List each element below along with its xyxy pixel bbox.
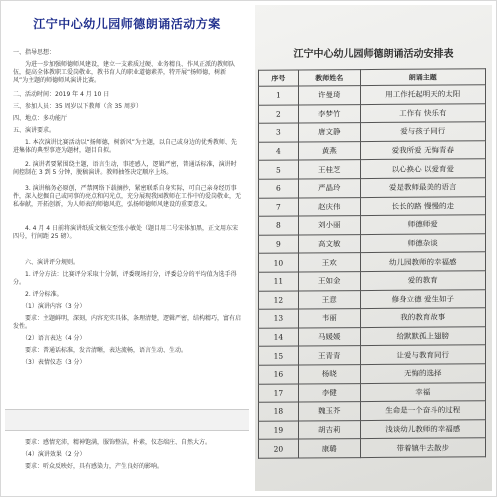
table-row	[259, 326, 486, 346]
table-row	[259, 122, 486, 142]
document-line: 三、参加人员：35 周岁以下教师（含 35 周岁）	[13, 103, 142, 110]
row-theme: 爱的教育	[360, 271, 485, 290]
row-teacher: 许曼琦	[298, 86, 360, 105]
row-teacher: 杨晓	[298, 364, 360, 383]
row-theme: 让爱与教育同行	[360, 345, 485, 364]
table-row	[259, 85, 486, 105]
table-header-row	[259, 69, 486, 87]
row-index: 16	[259, 365, 299, 384]
table-row	[259, 140, 486, 160]
row-index: 12	[259, 291, 299, 310]
table-row	[259, 382, 486, 402]
row-teacher: 王青青	[298, 346, 360, 365]
row-index: 7	[259, 198, 299, 217]
row-theme: 师德杂谈	[360, 233, 485, 252]
row-index: 5	[259, 160, 299, 179]
table-row	[259, 196, 486, 216]
row-theme: 长长的路 慢慢的走	[360, 196, 485, 215]
row-theme: 爱我所爱 无悔青春	[360, 140, 485, 159]
row-theme: 无悔的选择	[360, 364, 485, 383]
row-index: 3	[259, 123, 299, 142]
row-theme: 修身立德 爱生如子	[360, 289, 485, 308]
table-row	[259, 215, 486, 235]
document-line: 六、演讲评分规则。	[13, 259, 80, 266]
document-line: 一、指导思想：	[13, 49, 56, 56]
row-index: 9	[259, 235, 299, 254]
row-teacher: 马媛媛	[298, 327, 360, 346]
row-theme: 幼儿园教师的幸福感	[360, 252, 485, 271]
row-index: 6	[259, 179, 299, 198]
row-theme: 用工作托起明天的太阳	[360, 85, 485, 104]
row-teacher: 严晶玲	[298, 179, 360, 198]
row-theme: 爱与孩子同行	[360, 122, 485, 141]
row-teacher: 王欢	[298, 253, 360, 272]
row-index: 18	[259, 402, 299, 421]
page-break	[5, 409, 249, 431]
table-row	[259, 178, 486, 198]
table-row	[259, 364, 486, 384]
document-line: 二、活动时间：2019 年 4 月 10 日	[13, 91, 110, 98]
table-row	[259, 345, 486, 365]
row-theme: 以心换心 以爱育爱	[360, 159, 485, 178]
header-index: 序号	[259, 70, 299, 86]
header-theme: 朗诵主题	[360, 69, 485, 86]
schedule-title: 江宁中心幼儿园师德朗诵活动安排表	[293, 49, 454, 60]
document-line: 要求：普通话标准，发音清晰，表达流畅，语言生动、生动。	[13, 347, 188, 354]
row-teacher: 刘小丽	[298, 216, 360, 235]
schedule-photo	[255, 5, 492, 491]
row-teacher: 王桂芝	[298, 160, 360, 179]
row-teacher: 康璐	[298, 439, 360, 458]
document-line: （1）演讲内容（3 分）	[13, 303, 86, 310]
document-line: 要求：听众反映好，具有感染力，产生良好的影响。	[13, 463, 164, 470]
row-index: 8	[259, 216, 299, 235]
document-line: 2. 评分标准。	[13, 291, 63, 298]
document-line: （3）表情仪态（3 分）	[13, 359, 86, 366]
row-teacher: 李梦竹	[298, 104, 360, 123]
row-index: 11	[259, 272, 299, 291]
row-teacher: 唐文静	[298, 123, 360, 142]
table-row	[259, 159, 486, 179]
table-row	[259, 308, 486, 328]
document-line: 为进一步加强师德师风建设，建立一支素质过硬、业务精良、作风正派的教师队伍，提高全体教职工爱岗敬业，教书育人的职业道德素养，特开展“扬师德，树新风”为主题的师德师风演讲比赛。	[13, 61, 236, 84]
row-theme: 幸福	[360, 382, 485, 401]
document-line: 五、演讲要求。	[13, 127, 56, 134]
row-theme: 爱是教师最美的语言	[360, 178, 485, 197]
table-row	[259, 401, 486, 421]
table-row	[259, 271, 486, 291]
table-row	[259, 419, 486, 439]
schedule-table	[258, 68, 486, 458]
document-line: 4. 4 月 4 日前将演讲纸质文稿交至张小敏处（题目用二号宋体加黑，正文用东宋四号，行间距 25 磅）。	[13, 225, 238, 240]
document-line: （2）语言表达（4 分）	[13, 335, 86, 342]
row-index: 20	[259, 439, 299, 458]
row-index: 17	[259, 384, 299, 403]
row-theme: 我的教育故事	[360, 308, 485, 327]
document-title: 江宁中心幼儿园师德朗诵活动方案	[33, 17, 221, 31]
table-row	[259, 103, 486, 123]
table-row	[259, 233, 486, 253]
document-line: 要求：感情充沛，精神饱满，服饰整洁，朴素，仪态端庄、自然大方。	[13, 439, 212, 446]
row-theme: 浅谈幼儿教师的幸福感	[360, 419, 485, 438]
row-teacher: 韦丽	[298, 309, 360, 328]
document-line: 要求：主题鲜明，深刻，内容充实具体，条理清楚，逻辑严密，结构精巧，富有启发性。	[13, 315, 242, 330]
row-index: 15	[259, 346, 299, 365]
row-teacher: 胡吉莉	[298, 420, 360, 439]
document-line: 3. 演讲稿务必原创，严禁网络下载摘抄，紧密联系自身实际，可自己亲身经历事件，深入挖掘自己或同事的亮点和闪光点，充分展现我园教师在工作中的爱岗敬业，无私奉献，开拓创新，为人师表的师德风范，弘扬师德师风建设的重要意义。	[13, 185, 242, 208]
document-line: 1. 评分方法：比赛评分采取十分制，评委现场打分，评委总分的平均值为选手得分。	[13, 271, 237, 286]
document-line: 2. 演讲者要紧围绕主题，语言生动，事迹感人，逻辑严密，普通话标准，演讲时间控制在 3 到 5 分钟，脱稿演讲。教师抽签决定顺序上场。	[13, 161, 237, 176]
row-theme: 带着镇牛去散步	[360, 438, 485, 457]
row-teacher: 王意	[298, 290, 360, 309]
row-teacher: 高文敏	[298, 234, 360, 253]
header-teacher: 教师姓名	[298, 70, 360, 86]
table-row	[259, 252, 486, 272]
row-index: 2	[259, 105, 299, 124]
document-line: 四、地点：多功能厅	[13, 115, 68, 122]
row-teacher: 王如金	[298, 272, 360, 291]
document-line: （4）演讲效果（2 分）	[13, 451, 86, 458]
row-teacher: 赵庆伟	[298, 197, 360, 216]
row-index: 14	[259, 328, 299, 347]
row-index: 19	[259, 421, 299, 440]
table-row	[259, 438, 486, 458]
row-index: 4	[259, 142, 299, 161]
document-line: 1. 本次演讲比赛活动以“扬师德，树新风”为主题，以自己或身边的优秀教师、先进集体的典型事迹为题材，题目自拟。	[13, 139, 237, 154]
row-theme: 师德师爱	[360, 215, 485, 234]
document-page	[5, 5, 249, 491]
row-index: 1	[259, 86, 299, 105]
row-teacher: 黄燕	[298, 141, 360, 160]
row-theme: 给默默孤上翅膀	[360, 326, 485, 345]
row-theme: 生命是一个奋斗的过程	[360, 401, 485, 420]
row-index: 10	[259, 253, 299, 272]
row-index: 13	[259, 309, 299, 328]
row-teacher: 魏玉芥	[298, 402, 360, 421]
table-row	[259, 289, 486, 309]
row-teacher: 李健	[298, 383, 360, 402]
row-theme: 工作有 快乐有	[360, 103, 485, 122]
